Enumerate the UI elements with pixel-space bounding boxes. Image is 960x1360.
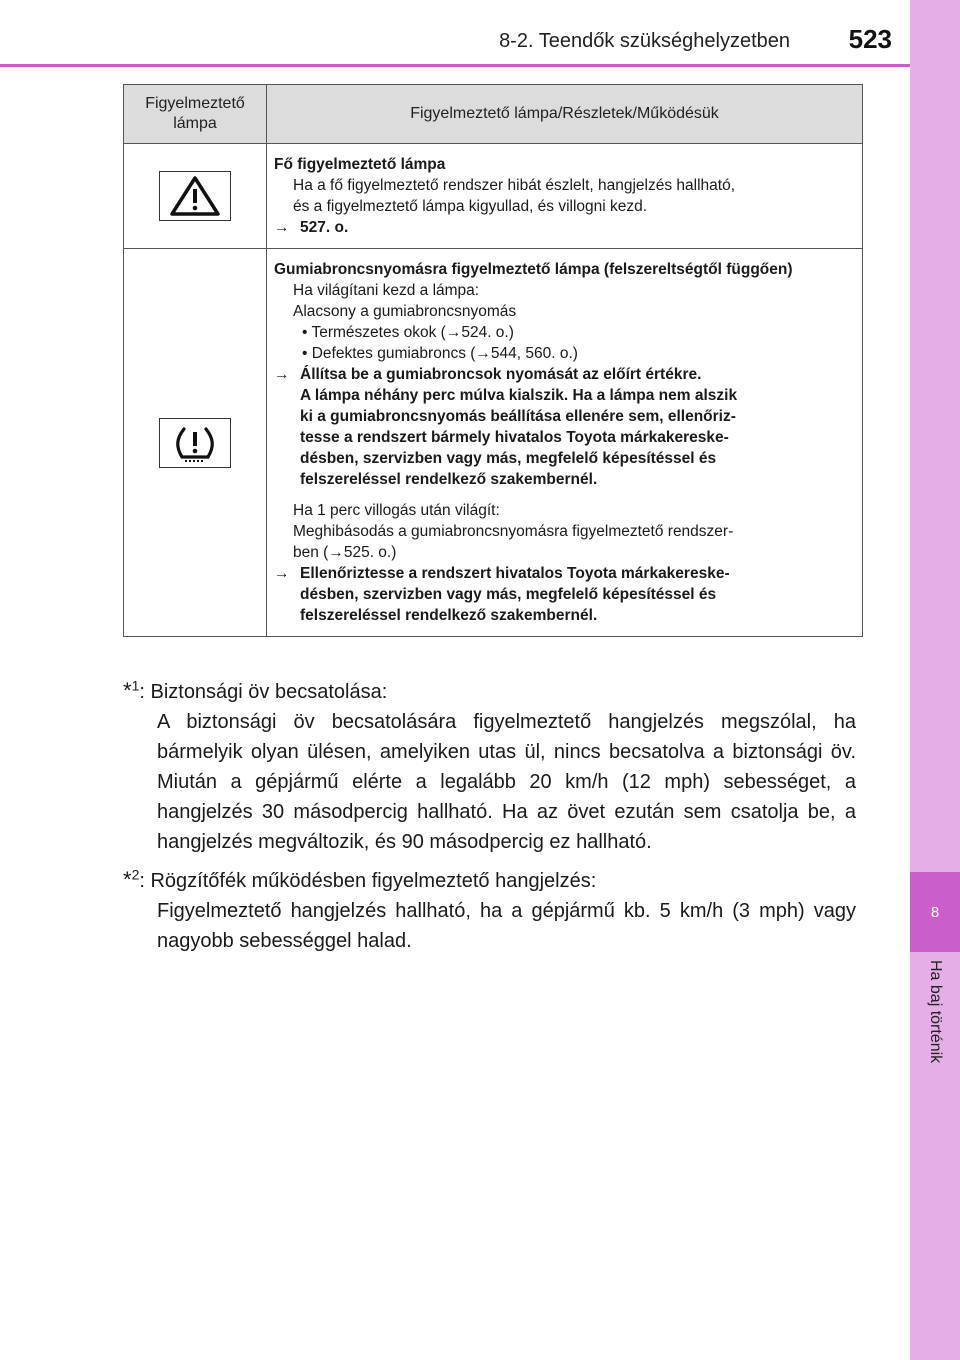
lamp-title: Fő figyelmeztető lámpa <box>274 156 446 173</box>
footnote-number: 1 <box>131 677 140 694</box>
footnote-star: * <box>123 867 132 892</box>
footnote-2 <box>123 865 856 956</box>
chapter-number: 8 <box>910 872 960 952</box>
footnote-text: Figyelmeztető hangjelzés hallható, ha a gépjármű kb. 5 km/h (3 mph) vagy nagyobb sebességgel halad. <box>157 900 856 952</box>
table-row <box>124 144 863 249</box>
action-text-continued: felszereléssel rendelkező szakembernél. <box>300 471 598 488</box>
tire-pressure-warning-icon <box>159 418 231 468</box>
detail-cell <box>267 144 863 249</box>
arrow-icon: → <box>274 219 290 236</box>
footnotes <box>123 676 856 964</box>
master-warning-triangle-icon <box>159 171 231 221</box>
chapter-title: Ha baj történik <box>927 960 944 1064</box>
action-text-continued: ki a gumiabroncsnyomás beállítása ellenére sem, ellenőriz- <box>300 408 736 425</box>
arrow-icon: → <box>274 565 290 582</box>
reference-line <box>274 217 850 238</box>
action-text-continued: A lámpa néhány perc múlva kialszik. Ha a lámpa nem alszik <box>300 387 738 404</box>
column-header-details: Figyelmeztető lámpa/Részletek/Működésük <box>267 85 863 144</box>
cause-bullet: • Defektes gumiabroncs (→544, 560. o.) <box>302 345 578 362</box>
icon-cell <box>124 144 267 249</box>
detail-cell <box>267 249 863 637</box>
table-row <box>124 249 863 637</box>
condition-intro: Ha világítani kezd a lámpa: <box>293 282 480 299</box>
action-text-continued: felszereléssel rendelkező szakembernél. <box>300 607 598 624</box>
chapter-side-tab <box>910 0 960 1360</box>
footnote-title: : Rögzítőfék működésben figyelmeztető hangjelzés: <box>139 870 597 892</box>
condition-cause: Meghibásodás a gumiabroncsnyomásra figyelmeztető rendszer- <box>293 523 734 540</box>
page-reference: 527. o. <box>300 219 349 236</box>
table-header-row <box>124 85 863 144</box>
detail-line: Ha a fő figyelmeztető rendszer hibát észlelt, hangjelzés hallható, <box>293 177 735 194</box>
warning-lights-table <box>123 84 863 637</box>
action-text: Állítsa be a gumiabroncsok nyomását az előírt értékre. <box>300 366 702 383</box>
action-text-continued: tesse a rendszert bármely hivatalos Toyota márkakereske- <box>300 429 729 446</box>
footnote-star: * <box>123 678 132 703</box>
action-text-continued: désben, szervizben vagy más, megfelelő képesítéssel és <box>300 586 717 603</box>
action-text: Ellenőriztesse a rendszert hivatalos Toyota márkakereske- <box>300 565 730 582</box>
action-line <box>274 563 850 584</box>
footnote-text: A biztonsági öv becsatolására figyelmeztető hangjelzés megszólal, ha bármelyik olyan ülésen, amelyiken utas ül, nincs becsatolva a biztonsági öv. Miután a gépjármű elérte a legalább 20 km/h (12 mph) sebességet, a hangjelzés 30 másodpercig hallható. Ha az övet ezután sem csatolja be, a hangjelzés megváltozik, és 90 másodpercig ez hallható. <box>157 711 856 853</box>
cause-bullet: • Természetes okok (→524. o.) <box>302 324 514 341</box>
footnote-heading <box>123 865 856 896</box>
condition-intro: Ha 1 perc villogás után világít: <box>293 502 500 519</box>
footnote-1 <box>123 676 856 857</box>
footnote-heading <box>123 676 856 707</box>
icon-cell <box>124 249 267 637</box>
column-header-lamp: Figyelmeztető lámpa <box>124 85 267 144</box>
detail-line: és a figyelmeztető lámpa kigyullad, és villogni kezd. <box>293 198 648 215</box>
lamp-title: Gumiabroncsnyomásra figyelmeztető lámpa (felszereltségtől függően) <box>274 261 793 278</box>
action-text-continued: désben, szervizben vagy más, megfelelő képesítéssel és <box>300 450 717 467</box>
page-header <box>0 0 910 67</box>
condition-cause: ben (→525. o.) <box>293 544 397 561</box>
section-title: 8-2. Teendők szükséghelyzetben <box>499 30 790 52</box>
arrow-icon: → <box>274 366 290 383</box>
action-line <box>274 364 850 385</box>
footnote-title: : Biztonsági öv becsatolása: <box>139 681 388 703</box>
condition-cause: Alacsony a gumiabroncsnyomás <box>293 303 517 320</box>
page-number: 523 <box>848 24 892 54</box>
footnote-number: 2 <box>131 866 140 883</box>
